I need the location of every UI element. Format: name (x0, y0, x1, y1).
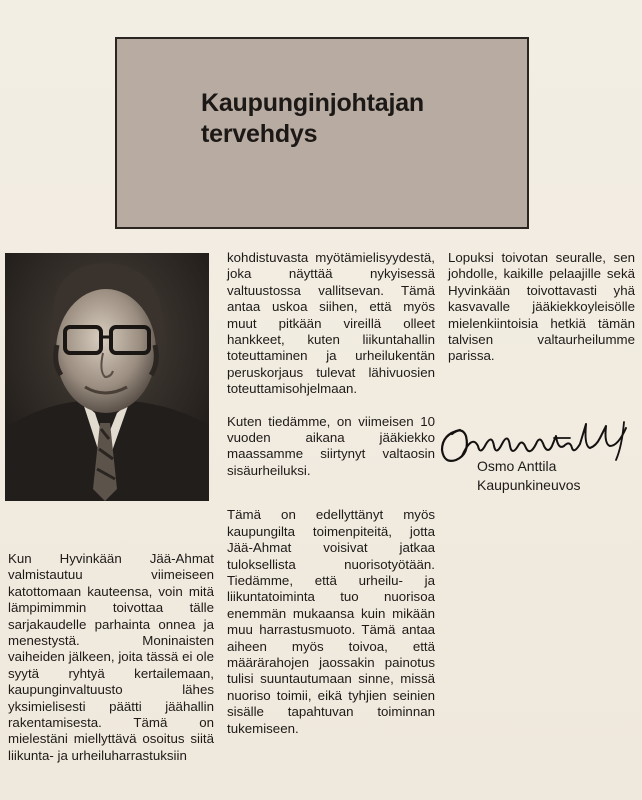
title-line-1: Kaupunginjohtajan (201, 89, 424, 117)
column2-paragraph-3: Tämä on edellyttänyt myös kaupungilta toimenpiteitä, jotta Jää-Ahmat voisivat jatkaa tuloksellista nuorisotyötään. Tiedämme, että urheilu- ja liikuntatoiminta tuo nuorisoa enemmän mukaansa kuin mikään muu harrastusmuoto. Tämä antaa aiheen myös toivoa, että määrärahojen jaossakin painotus tulisi suuntautumaan sinne, missä nuoriso toimii, eikä tyhjien seinien sisälle tapahtuvan toiminnan tukemiseen. (227, 507, 435, 736)
article-column-1 (8, 551, 214, 764)
title-box (115, 37, 529, 229)
column1-paragraph: Kun Hyvinkään Jää-Ahmat valmistautuu viimeiseen katottomaan kauteensa, voin mitä lämpimimmin toivottaa tälle sarjakaudelle parhainta onnea ja menestystä. Moninaisten vaiheiden jälkeen, joita tässä ei ole syytä ryhtyä kertailemaan, kaupunginvaltuusto lähes yksimielisesti päätti jäähallin rakentamisesta. Tämä on mielestäni miellyttävä osoitus siitä liikunta- ja urheiluharrastuksiin (8, 551, 214, 763)
portrait-photo (5, 253, 209, 501)
signature-role: Kaupunkineuvos (477, 477, 581, 493)
article-column-3 (448, 250, 635, 365)
column3-paragraph: Lopuksi toivotan seuralle, sen johdolle, kaikille pelaajille sekä Hyvinkään toivottavasti yhä kasvavalle jääkiekkoyleisölle mielenkiintoisia hetkiä tämän talvisen valtaurheilumme parissa. (448, 250, 635, 364)
signature-name: Osmo Anttila (477, 458, 557, 474)
title-line-2: tervehdys (201, 120, 318, 148)
column2-paragraph-1: kohdistuvasta myötämielisyydestä, joka näyttää nykyisessä valtuustossa vallitsevan. Tämä antaa uskoa siihen, että myös muut pitkään vireillä olleet hankkeet, kuten liikuntahallin toteuttaminen ja urheilukentän peruskorjaus tulevat lähivuosien toteuttamisohjelmaan. (227, 250, 435, 397)
article-column-2 (227, 250, 435, 737)
portrait-illustration (5, 253, 209, 501)
page-title (201, 88, 424, 150)
column2-paragraph-2: Kuten tiedämme, on viimeisen 10 vuoden aikana jääkiekko maassamme siirtynyt valtaosin sisäurheiluksi. (227, 413, 435, 478)
signature-block (477, 457, 581, 495)
